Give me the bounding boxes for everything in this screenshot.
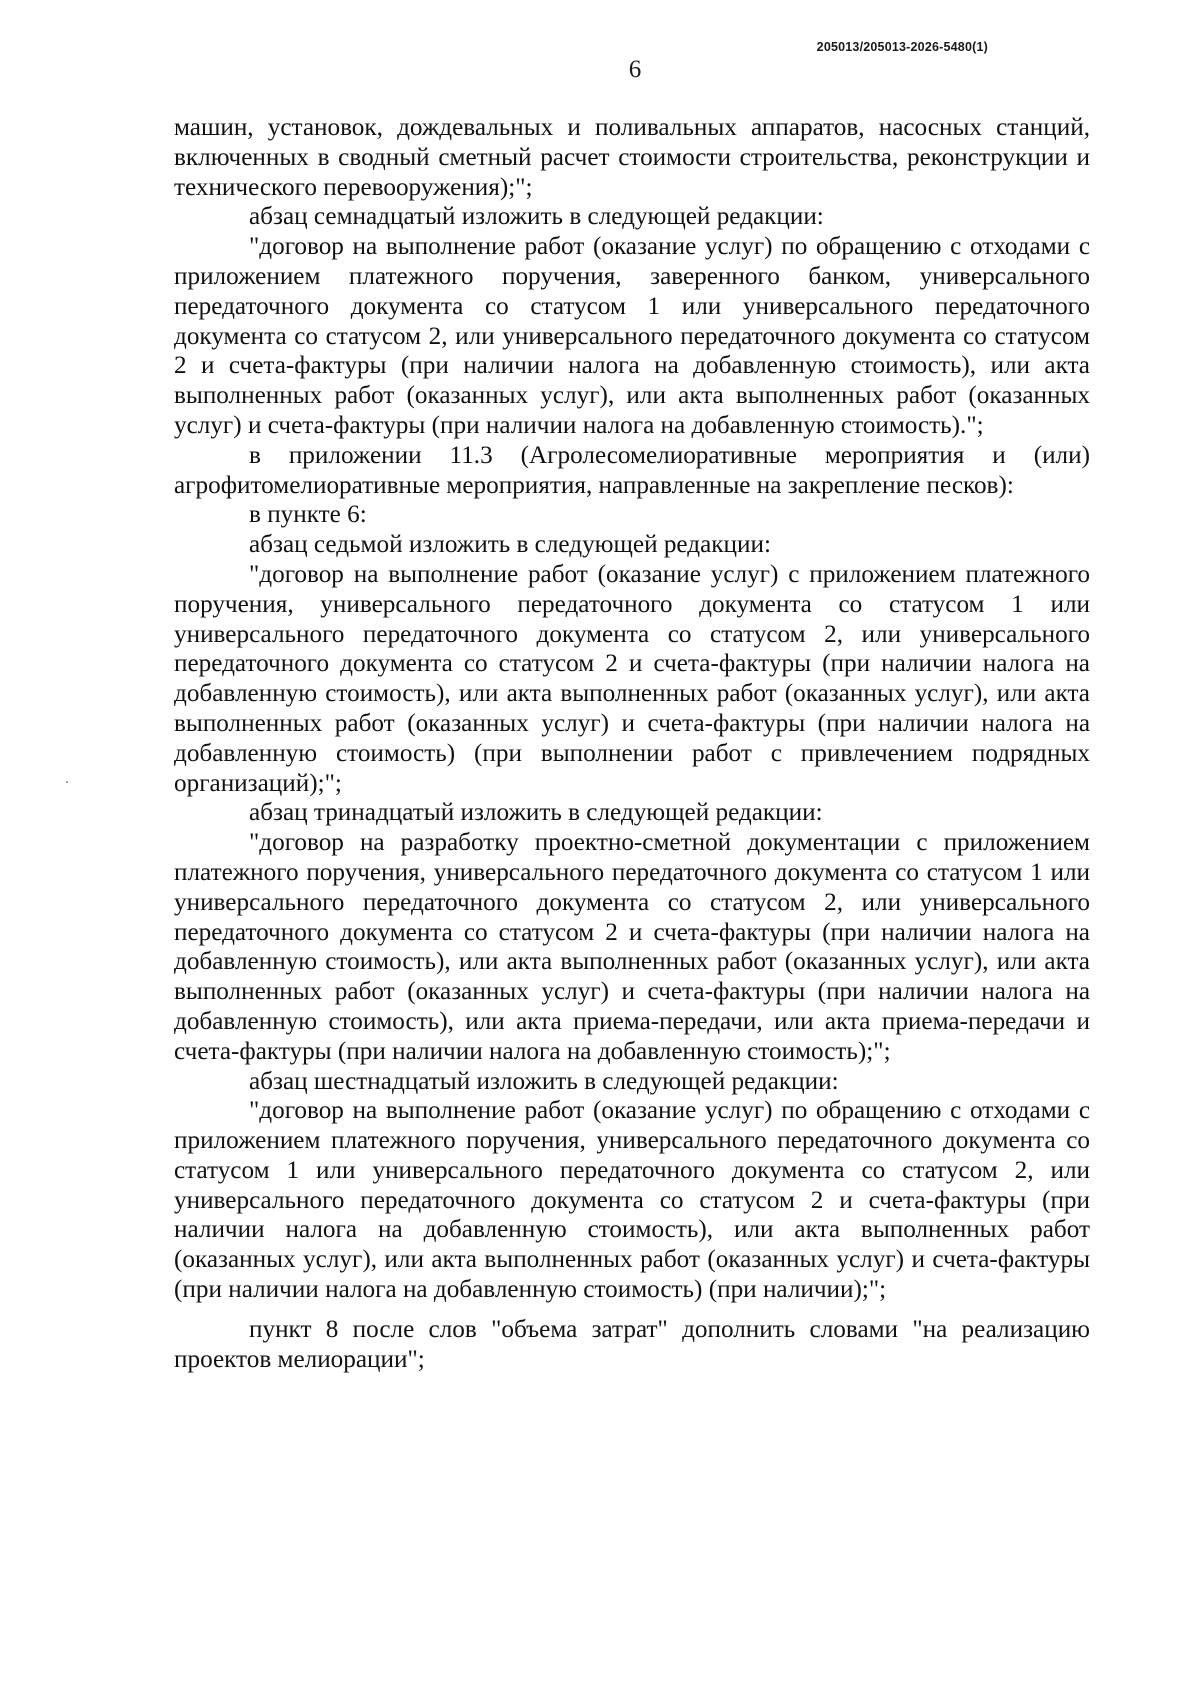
- paragraph-quoted-text: "договор на выполнение работ (оказание услуг) с приложением платежного поручения, универсального передаточного документа со статусом 1 или универсального передаточного документа со статусом 2, или универсального передаточного документа со статусом 2 и счета-фактуры (при наличии налога на добавленную стоимость), или акта выполненных работ (оказанных услуг), или акта выполненных работ (оказанных услуг) и счета-фактуры (при наличии налога на добавленную стоимость) (при выполнении работ с привлечением подрядных организаций);";: [174, 560, 1090, 797]
- paragraph-continuation: машин, установок, дождевальных и поливальных аппаратов, насосных станций, включенных в сводный сметный расчет стоимости строительства, реконструкции и технического перевооружения);";: [174, 114, 1090, 201]
- paragraph-instruction: абзац тринадцатый изложить в следующей редакции:: [249, 799, 823, 827]
- paragraph-instruction: абзац шестнадцатый изложить в следующей редакции:: [249, 1067, 839, 1095]
- page-number: 6: [628, 56, 642, 83]
- paragraph-quoted-text: "договор на выполнение работ (оказание услуг) по обращению с отходами с приложением платежного поручения, заверенного банком, универсального передаточного документа со статусом 1 или универсального передаточного документа со статусом 2, или универсального передаточного документа со статусом 2 и счета-фактуры (при наличии налога на добавленную стоимость), или акта выполненных работ (оказанных услуг), или акта выполненных работ (оказанных услуг) и счета-фактуры (при наличии налога на добавленную стоимость).";: [174, 233, 1090, 439]
- document-id: 205013/205013-2026-5480(1): [816, 40, 988, 54]
- scan-speck: [66, 781, 68, 783]
- paragraph-quoted-text: "договор на разработку проектно-сметной документации с приложением платежного поручения, универсального передаточного документа со статусом 1 или универсального передаточного документа со статусом 2, или универсального передаточного документа со статусом 2 и счета-фактуры (при наличии налога на добавленную стоимость), или акта выполненных работ (оказанных услуг), или акта выполненных работ (оказанных услуг) и счета-фактуры (при наличии налога на добавленную стоимость), или акта приема-передачи, или акта приема-передачи и счета-фактуры (при наличии налога на добавленную стоимость);";: [174, 829, 1090, 1065]
- paragraph-quoted-text: "договор на выполнение работ (оказание услуг) по обращению с отходами с приложением платежного поручения, универсального передаточного документа со статусом 1 или универсального передаточного документа со статусом 2, или универсального передаточного документа со статусом 2 и счета-фактуры (при наличии налога на добавленную стоимость), или акта выполненных работ (оказанных услуг), или акта выполненных работ (оказанных услуг) и счета-фактуры (при наличии налога на добавленную стоимость) (при наличии);";: [174, 1097, 1090, 1304]
- paragraph-item-reference: в пункте 6:: [249, 501, 367, 529]
- paragraph-instruction: абзац седьмой изложить в следующей редакции:: [249, 531, 771, 559]
- paragraph-amendment: пункт 8 после слов "объема затрат" дополнить словами "на реализацию проектов мелиорации";: [174, 1315, 1090, 1373]
- document-body: [174, 113, 1090, 1374]
- paragraph-instruction: абзац семнадцатый изложить в следующей редакции:: [249, 203, 824, 231]
- paragraph-appendix-reference: в приложении 11.3 (Агролесомелиоративные мероприятия и (или) агрофитомелиоративные мероприятия, направленные на закрепление песков):: [174, 441, 1090, 499]
